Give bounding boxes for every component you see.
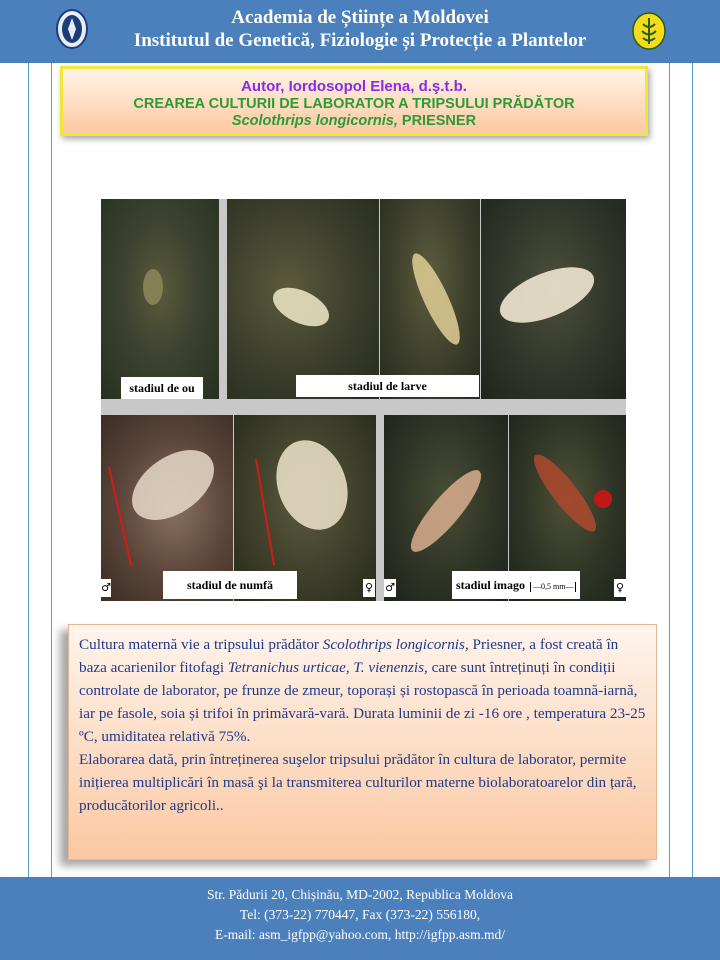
imago-stage-label bbox=[452, 571, 580, 599]
frame-line-right-inner bbox=[669, 0, 670, 960]
institute-logo-icon bbox=[632, 12, 666, 50]
imago-stage-text: stadiul imago bbox=[456, 578, 526, 592]
species-line bbox=[63, 113, 645, 129]
p1-text-c: Priesner, a fost creată în baza acarienilor fitofagi bbox=[79, 636, 619, 676]
imago-female-symbol: ♀ bbox=[614, 579, 626, 597]
poster-heading: CREAREA CULTURII DE LABORATOR A TRIPSULUI PRĂDĂTOR bbox=[133, 96, 575, 112]
frame-line-left-inner bbox=[51, 0, 52, 960]
p1-text-g: care sunt întreținuți în condiții controlate de laborator, pe frunze de zmeur, toporași și rostopască în perioada toamnă-iarnă, iar pe fasole, soia și trifoi în primăvară-vară. Durata luminii de zi -16 ore , temperatura 23-25 ºC, umiditatea relativă 75%. bbox=[79, 659, 646, 745]
description-paragraph-2: Elaborarea dată, prin întreținerea suşelor tripsului prădător în cultura de laborator, permite inițierea multiplicări în masă şi la transmiterea culturilor materne biolaboratoarelor din țară, producătorilor agricoli.. bbox=[79, 751, 637, 814]
description-text-box bbox=[68, 624, 657, 860]
p1-text-e: , bbox=[345, 659, 354, 676]
nymph-male-symbol: ♂ bbox=[101, 579, 111, 597]
header-academy-name: Academia de Științe a Moldovei bbox=[231, 7, 489, 28]
scale-label: 0,5 mm bbox=[541, 582, 566, 591]
footer-email[interactable]: E-mail: asm_igfpp@yahoo.com, http://igfpp.asm.md/ bbox=[215, 927, 505, 942]
larva-stage-photo-3 bbox=[481, 199, 626, 399]
larva-stage-label: stadiul de larve bbox=[296, 375, 479, 397]
header-banner bbox=[0, 0, 720, 63]
header-institute-name: Institutul de Genetică, Fiziologie și Protecție a Plantelor bbox=[133, 30, 587, 51]
footer-address: Str. Pădurii 20, Chișinău, MD-2002, Republica Moldova bbox=[207, 887, 513, 902]
species-name: Scolothrips longicornis, bbox=[231, 113, 398, 129]
footer-phone: Tel: (373-22) 770447, Fax (373-22) 556180, bbox=[239, 907, 481, 922]
egg-stage-photo bbox=[101, 199, 219, 399]
p1-mite-species-2: T. vienenzis, bbox=[353, 659, 428, 676]
species-author: PRIESNER bbox=[397, 113, 477, 129]
photo-collage bbox=[101, 199, 626, 601]
larva-stage-photo-1 bbox=[227, 199, 379, 399]
footer-banner bbox=[0, 877, 720, 960]
p1-text-a: Cultura maternă vie a tripsului prădător bbox=[79, 636, 323, 653]
frame-line-left-outer bbox=[28, 0, 29, 960]
nymph-female-symbol: ♀ bbox=[363, 579, 375, 597]
nymph-stage-label: stadiul de numfă bbox=[163, 571, 297, 599]
p1-species: Scolothrips longicornis, bbox=[322, 636, 469, 653]
description-paragraph-1 bbox=[79, 633, 646, 748]
frame-line-right-outer bbox=[692, 0, 693, 960]
p1-mite-species-1: Tetranichus urticae bbox=[227, 659, 346, 676]
author-line: Autor, Iordosopol Elena, d.ş.t.b. bbox=[241, 78, 467, 95]
scale-bar: —0,5 mm— bbox=[530, 582, 576, 592]
egg-stage-label: stadiul de ou bbox=[121, 377, 203, 399]
imago-male-symbol: ♂ bbox=[384, 579, 396, 597]
larva-stage-photo-2 bbox=[380, 199, 480, 399]
poster-title-box bbox=[60, 66, 648, 136]
